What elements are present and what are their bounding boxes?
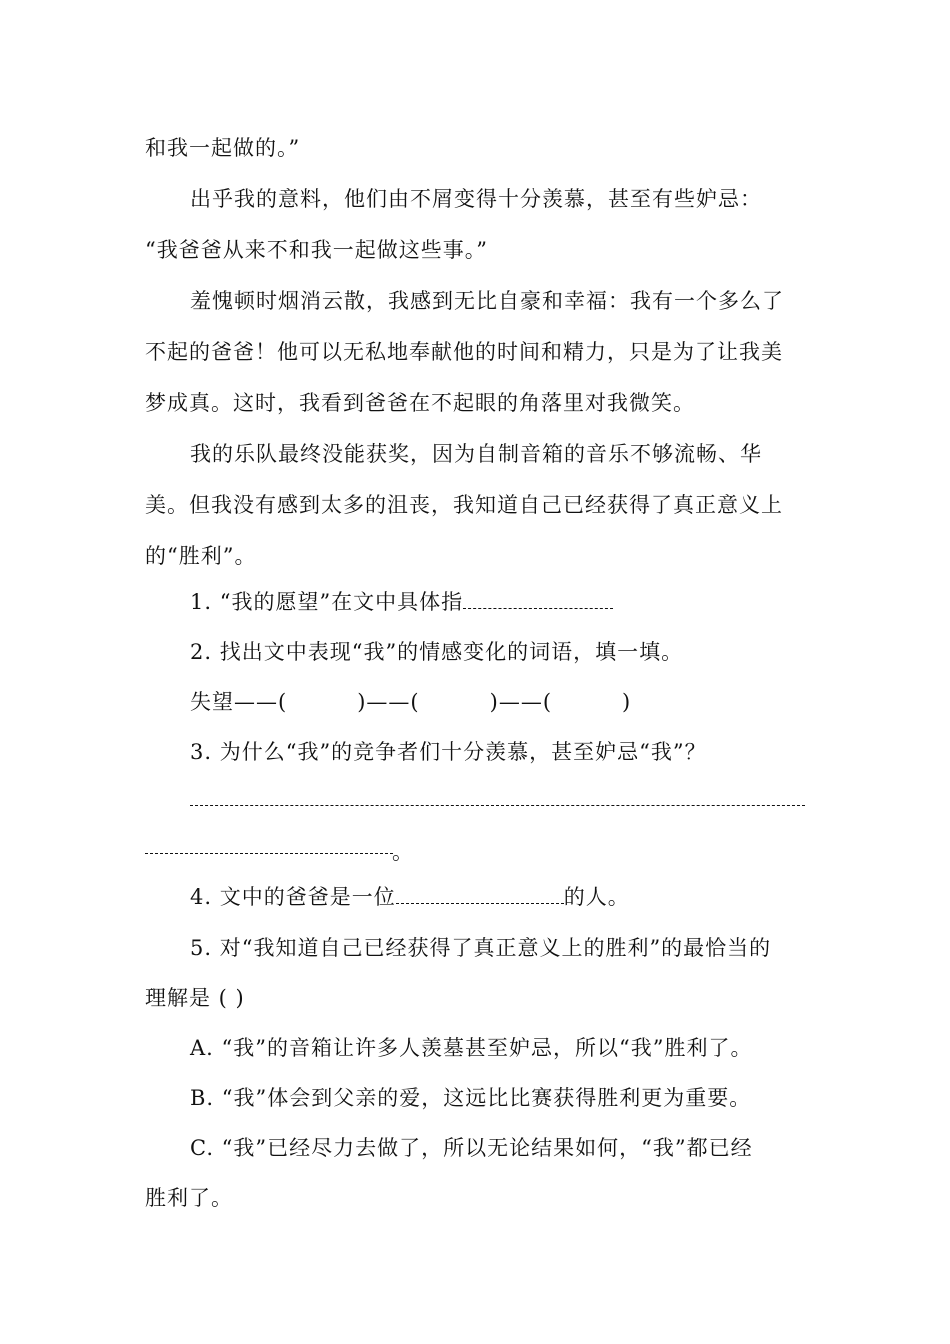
paren-close-2: ) [489,690,499,714]
option-c-line-1[interactable]: C. “我”已经尽力去做了，所以无论结果如何，“我”都已经 [190,1136,753,1160]
passage-line-9: 的“胜利”。 [145,544,257,568]
paren-open-3: ( [542,690,553,714]
passage-line-1: 和我一起做的。” [145,136,301,160]
passage-line-3: “我爸爸从来不和我一起做这些事。” [145,238,488,262]
question-5-line-1: 5. 对“我知道自己已经获得了真正意义上的胜利”的最恰当的 [190,936,772,960]
passage-line-8: 美。但我没有感到太多的沮丧，我知道自己已经获得了真正意义上 [145,493,783,517]
option-a[interactable]: A. “我”的音箱让许多人羡墓甚至妒忌，所以“我”胜利了。 [190,1036,753,1060]
question-4 [190,883,810,911]
answer-blank-1[interactable] [463,590,613,609]
answer-end-period: 。 [392,840,414,864]
passage-line-7: 我的乐队最终没能获奖，因为自制音箱的音乐不够流畅、华 [190,442,762,466]
paren-close-3: ) [622,690,632,714]
arrow-dash-3: —— [498,690,543,714]
question-2-fill-row [190,688,810,716]
passage-line-2: 出乎我的意料，他们由不屑变得十分羡慕，甚至有些妒忌： [190,187,762,211]
answer-blank-4[interactable] [396,885,564,904]
option-b[interactable]: B. “我”体会到父亲的爱，这远比比赛获得胜利更为重要。 [190,1086,752,1110]
arrow-dash-2: —— [366,690,411,714]
question-2: 2. 找出文中表现“我”的情感变化的词语，填一填。 [190,640,684,664]
question-4-prefix: 4. 文中的爸爸是一位 [190,885,396,909]
paren-open-1: ( [278,690,288,714]
question-5-line-2: 理解是 ( ) [145,986,245,1010]
question-3: 3. 为什么“我”的竞争者们十分羡慕，甚至妒忌“我”？ [190,740,707,764]
passage-line-4: 羞愧顿时烟消云散，我感到无比自豪和幸福：我有一个多么了 [190,289,784,313]
question-4-suffix: 的人。 [563,885,630,909]
answer-line-3a[interactable] [190,805,805,806]
arrow-dash-1: —— [234,690,278,714]
option-c-line-2[interactable]: 胜利了。 [145,1186,233,1210]
passage-line-6: 梦成真。这时，我看到爸爸在不起眼的角落里对我微笑。 [145,391,695,415]
question-1-text: 1. “我的愿望”在文中具体指 [190,590,464,614]
answer-line-3b[interactable] [145,853,393,854]
paren-close-1: ) [357,690,367,714]
question-1 [190,588,810,616]
emotion-start: 失望 [190,690,234,714]
paren-open-2: ( [410,690,420,714]
passage-line-5: 不起的爸爸！他可以无私地奉献他的时间和精力，只是为了让我美 [145,340,783,364]
